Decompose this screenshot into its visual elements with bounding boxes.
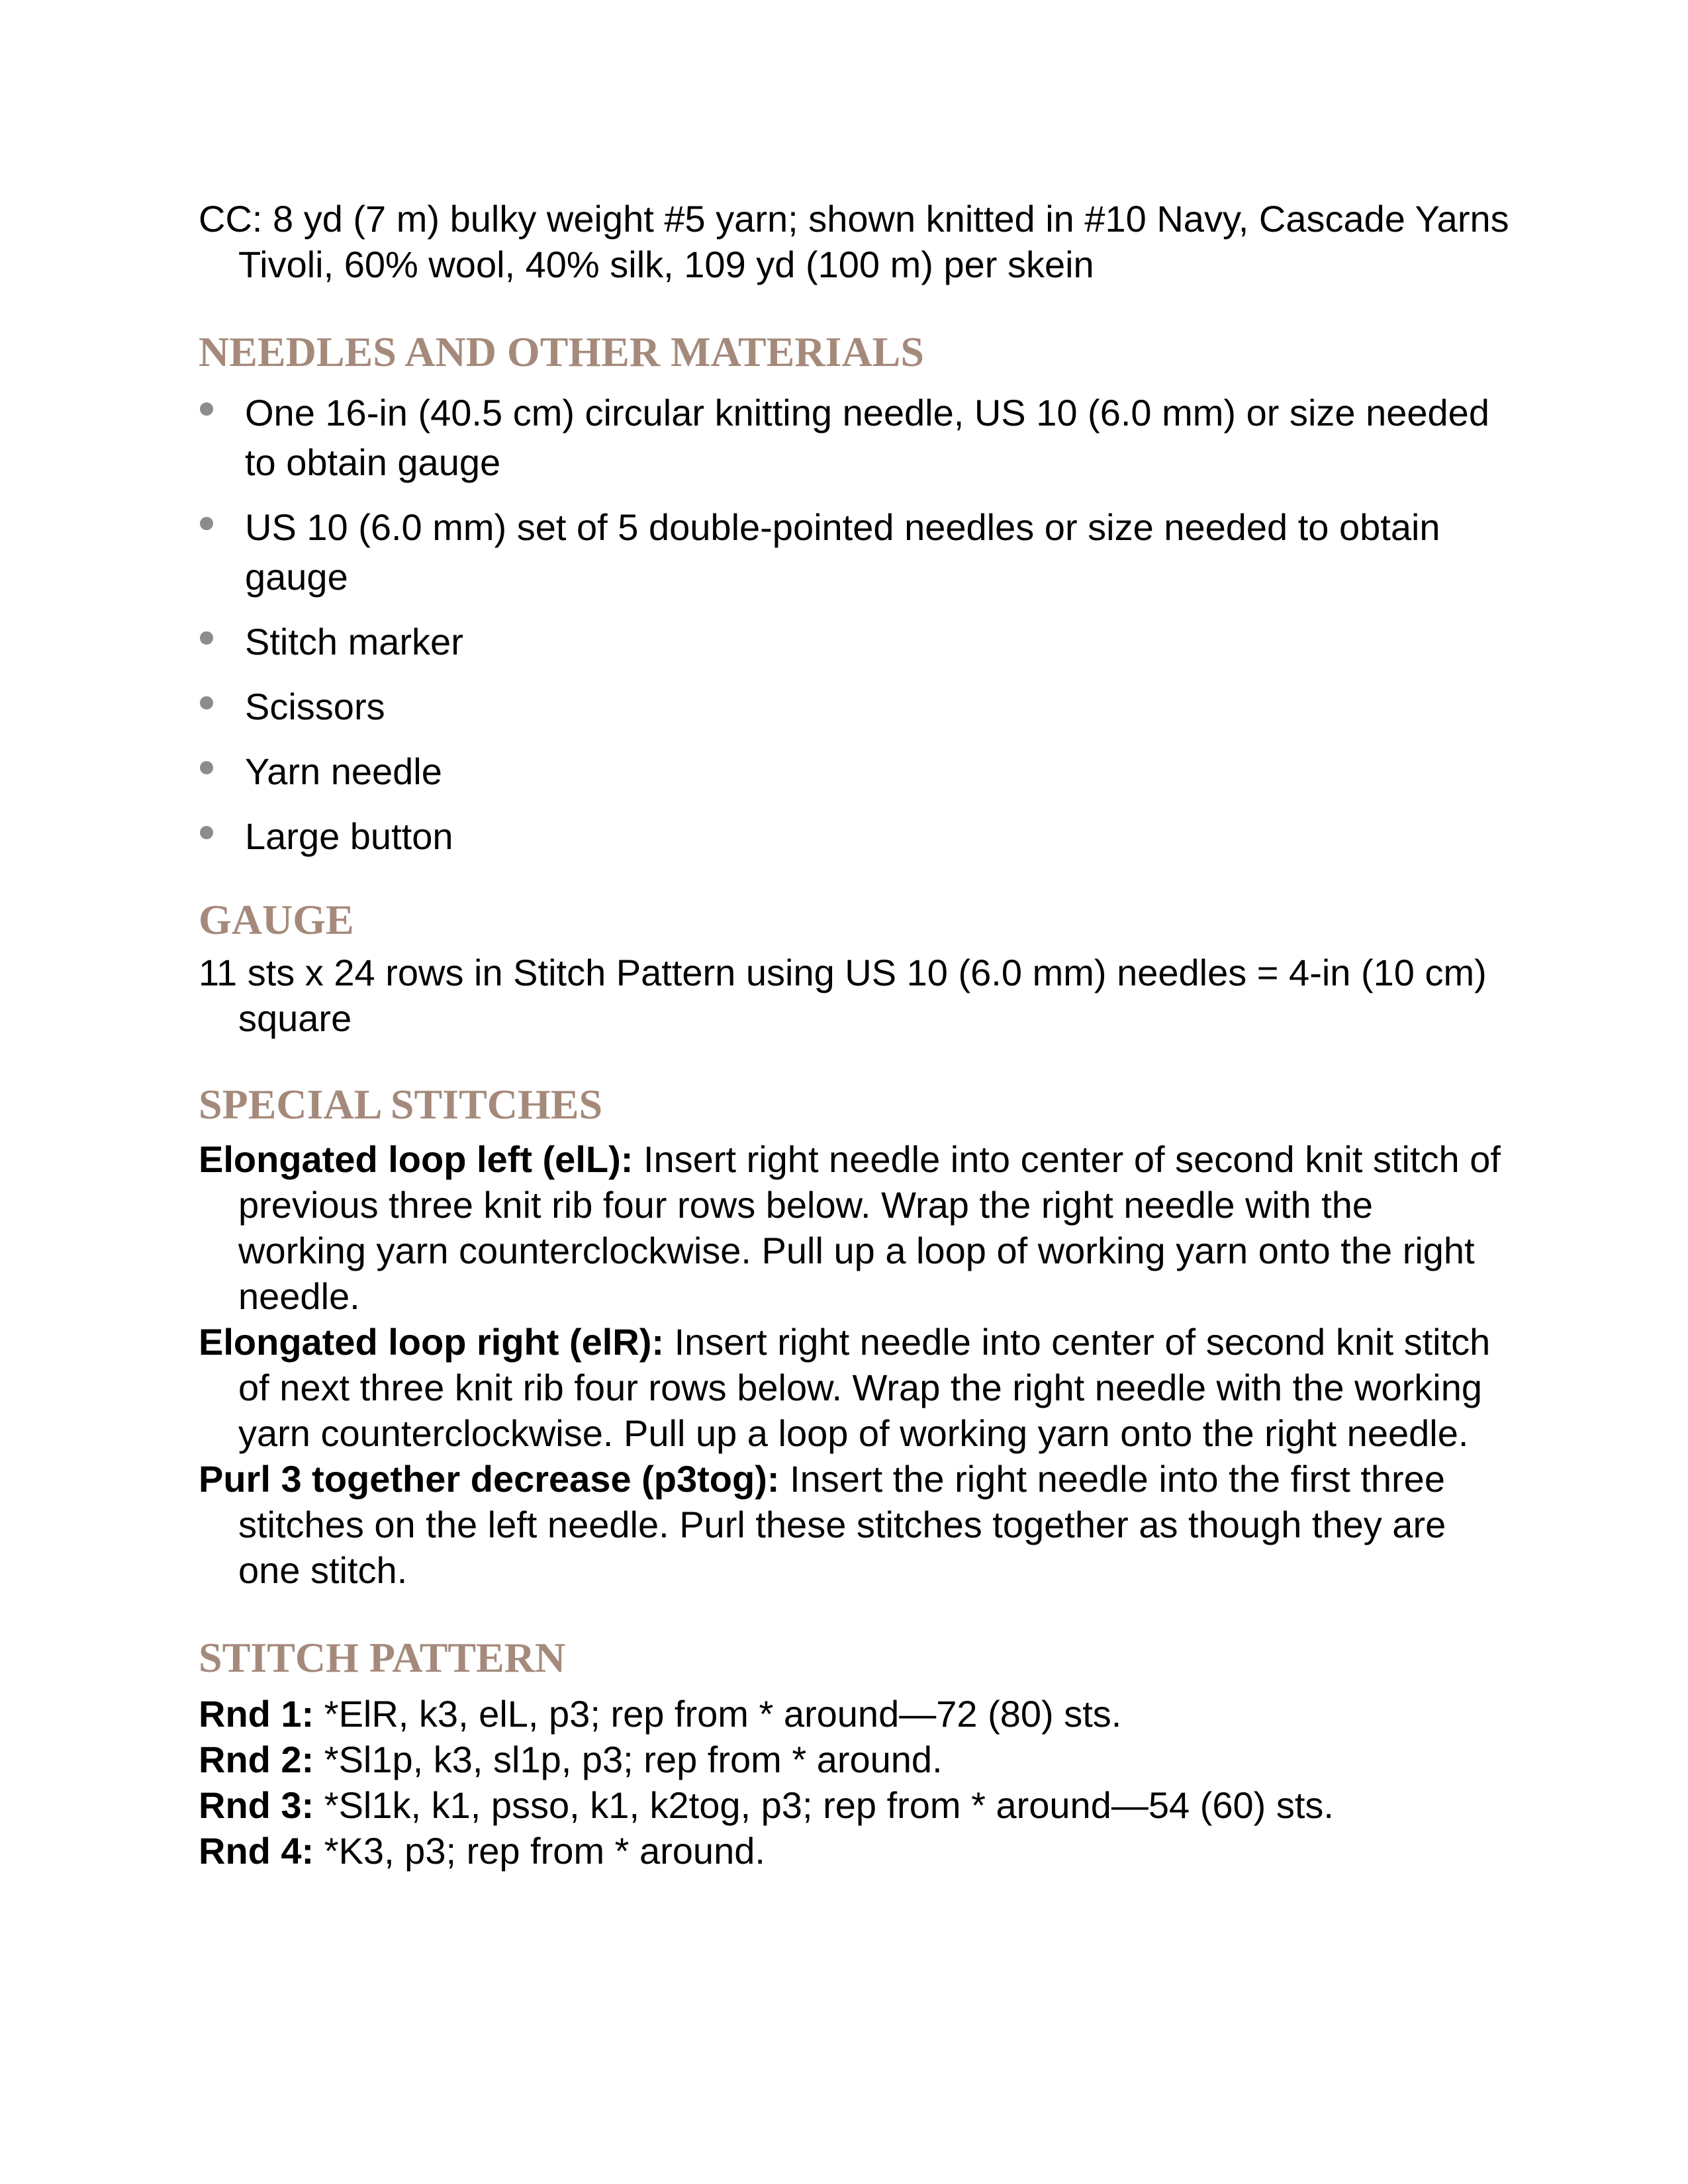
round-4: [199, 1828, 1509, 1874]
round-1: [199, 1691, 1509, 1737]
list-item-text: Yarn needle: [245, 751, 442, 792]
list-item: [199, 747, 1509, 796]
round-label: Rnd 3:: [199, 1784, 314, 1826]
list-item-text: One 16-in (40.5 cm) circular knitting needle, US 10 (6.0 mm) or size needed to obtain gauge: [245, 392, 1489, 483]
stitch-description: Insert the right needle into the first three stitches on the left needle. Purl these stitches together as though they are one stitch.: [238, 1458, 1446, 1591]
gauge-text: 11 sts x 24 rows in Stitch Pattern using US 10 (6.0 mm) needles = 4-in (10 cm) square: [199, 952, 1487, 1039]
stitch-term: Purl 3 together decrease (p3tog):: [199, 1458, 780, 1500]
needles-heading: NEEDLES AND OTHER MATERIALS: [199, 328, 924, 375]
stitch-definition-p3tog: [199, 1456, 1509, 1593]
document-page: [199, 196, 1509, 1874]
round-instructions: *K3, p3; rep from * around.: [314, 1830, 765, 1872]
round-label: Rnd 2:: [199, 1739, 314, 1780]
round-2: [199, 1737, 1509, 1782]
list-item: [199, 811, 1509, 861]
round-instructions: *Sl1k, k1, psso, k1, k2tog, p3; rep from * around—54 (60) sts.: [314, 1784, 1334, 1826]
gauge-heading: GAUGE: [199, 896, 354, 943]
round-label: Rnd 4:: [199, 1830, 314, 1872]
bullet-icon: [200, 517, 213, 530]
list-item: [199, 388, 1509, 487]
list-item: [199, 502, 1509, 602]
stitch-definition-ell: [199, 1136, 1509, 1319]
list-item-text: US 10 (6.0 mm) set of 5 double-pointed needles or size needed to obtain gauge: [245, 506, 1440, 598]
stitch-description: Insert right needle into center of second knit stitch of previous three knit rib four rows below. Wrap the right needle with the working yarn counterclockwise. Pull up a loop of working yarn onto the right needle.: [238, 1138, 1501, 1317]
stitch-definition-elr: [199, 1319, 1509, 1456]
bullet-icon: [200, 631, 213, 645]
stitch-term: Elongated loop right (elR):: [199, 1321, 665, 1363]
contrast-color-yarn-line: CC: 8 yd (7 m) bulky weight #5 yarn; shown knitted in #10 Navy, Cascade Yarns Tivoli, 60% wool, 40% silk, 109 yd (100 m) per skein: [199, 198, 1509, 285]
round-instructions: *Sl1p, k3, sl1p, p3; rep from * around.: [314, 1739, 943, 1780]
stitch-pattern-heading: STITCH PATTERN: [199, 1634, 566, 1681]
list-item-text: Large button: [245, 815, 453, 857]
round-3: [199, 1782, 1509, 1828]
list-item: [199, 682, 1509, 731]
list-item-text: Scissors: [245, 686, 385, 727]
list-item-text: Stitch marker: [245, 621, 463, 662]
bullet-icon: [200, 696, 213, 709]
bullet-icon: [200, 761, 213, 774]
bullet-icon: [200, 402, 213, 416]
round-instructions: *ElR, k3, elL, p3; rep from * around—72 (80) sts.: [314, 1693, 1122, 1735]
stitch-term: Elongated loop left (elL):: [199, 1138, 633, 1180]
materials-list: [199, 388, 1509, 861]
special-stitches-heading: SPECIAL STITCHES: [199, 1081, 603, 1128]
list-item: [199, 617, 1509, 666]
stitch-description: Insert right needle into center of second knit stitch of next three knit rib four rows below. Wrap the right needle with the working yarn counterclockwise. Pull up a loop of working yarn onto the right needle.: [238, 1321, 1491, 1454]
bullet-icon: [200, 826, 213, 839]
round-label: Rnd 1:: [199, 1693, 314, 1735]
